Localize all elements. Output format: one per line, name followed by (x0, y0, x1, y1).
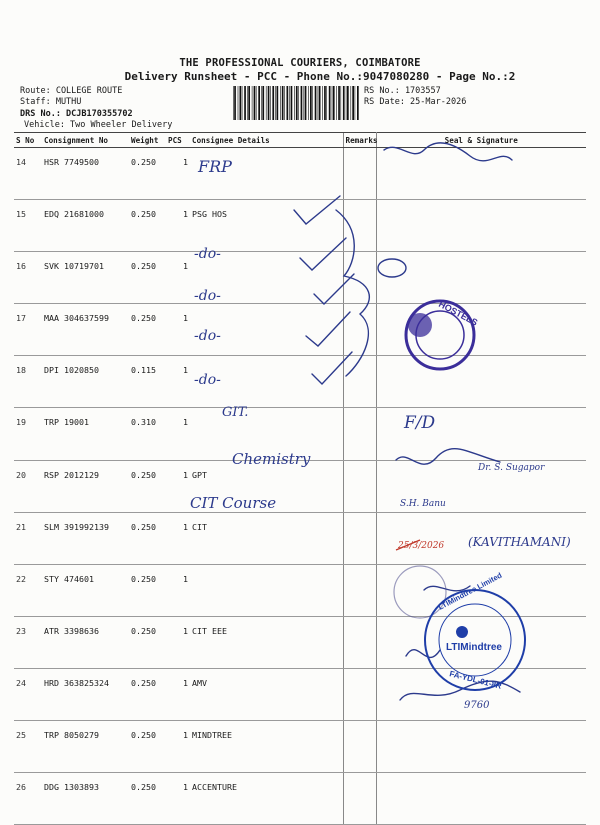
hand-chemistry: Chemistry (232, 450, 311, 468)
row-weight: 0.250 (129, 148, 166, 200)
check-mark (294, 196, 340, 224)
col-remarks: Remarks (343, 133, 376, 148)
hand-doctor-sign: Dr. S. Sugapor (478, 463, 545, 473)
row-consignment: HSR 7749500 (42, 148, 129, 200)
check-mark (300, 238, 346, 270)
hand-date: 25/3/2026 (398, 541, 445, 551)
row-pcs: 1 (166, 148, 190, 200)
row-sno: 21 (14, 512, 42, 564)
row-consignment: TRP 19001 (42, 408, 129, 460)
row-weight: 0.250 (129, 564, 166, 616)
row-consignee: ACCENTURE (190, 773, 343, 825)
bracket-brace (336, 210, 369, 376)
col-seal: Seal & Signature (376, 133, 586, 148)
hand-ditto: -do- (194, 372, 221, 388)
hand-kavithamani: (KAVITHAMANI) (468, 535, 571, 549)
ltimindtree-code: FA-YDL-01-8R (448, 669, 503, 691)
col-weight: Weight (129, 133, 166, 148)
signature-scribble (406, 650, 440, 658)
row-weight: 0.250 (129, 304, 166, 356)
row-pcs: 1 (166, 773, 190, 825)
row-consignee: MINDTREE (190, 721, 343, 773)
row-consignment: MAA 304637599 (42, 304, 129, 356)
circled-mark (378, 259, 406, 277)
col-sno: S No (14, 133, 42, 148)
hand-frp: FRP (198, 157, 232, 176)
row-consignment: TRP 8050279 (42, 721, 129, 773)
row-consignee: AMV (190, 668, 343, 720)
hand-git: GIT. (222, 405, 249, 420)
handwritten-notes (190, 157, 571, 711)
row-consignment: HRD 363825324 (42, 668, 129, 720)
row-consignee: PSG HOS (190, 200, 343, 252)
row-consignment: SLM 391992139 (42, 512, 129, 564)
row-pcs: 1 (166, 304, 190, 356)
check-mark (312, 352, 352, 384)
row-pcs: 1 (166, 460, 190, 512)
row-sno: 17 (14, 304, 42, 356)
row-sno: 19 (14, 408, 42, 460)
rs-date: RS Date: 25-Mar-2026 (364, 97, 467, 107)
row-pcs: 1 (166, 512, 190, 564)
col-consignment: Consignment No (42, 133, 129, 148)
hand-ditto: -do- (194, 328, 221, 344)
row-weight: 0.250 (129, 721, 166, 773)
vehicle-label: Vehicle: Two Wheeler Delivery (24, 120, 173, 130)
row-consignee: CIT EEE (190, 616, 343, 668)
row-weight: 0.250 (129, 460, 166, 512)
row-consignment: DDG 1303893 (42, 773, 129, 825)
col-pcs: PCS (166, 133, 190, 148)
row-weight: 0.115 (129, 356, 166, 408)
rs-number: RS No.: 1703557 (364, 86, 441, 96)
ltimindtree-brand: LTIMindtree (446, 642, 502, 653)
row-consignee: GPT (190, 460, 343, 512)
row-sno: 18 (14, 356, 42, 408)
hand-cit-course: CIT Course (190, 494, 277, 512)
ltimindtree-logo-icon (456, 626, 468, 638)
hand-number: 9760 (464, 700, 490, 711)
row-sno: 14 (14, 148, 42, 200)
col-consignee: Consignee Details (190, 133, 343, 148)
ltimindtree-stamp (425, 570, 525, 690)
ltimindtree-ring-text: LTIMindtree Limited (436, 570, 504, 612)
row-pcs: 1 (166, 721, 190, 773)
hostel-stamp (406, 299, 479, 369)
row-pcs: 1 (166, 356, 190, 408)
row-consignment: STY 474601 (42, 564, 129, 616)
hand-ditto: -do- (194, 246, 221, 262)
row-pcs: 1 (166, 616, 190, 668)
row-pcs: 1 (166, 252, 190, 304)
runsheet-title: Delivery Runsheet - PCC - Phone No.:9047080280 - Page No.:2 (124, 70, 516, 83)
signature-scribble (400, 681, 520, 700)
hostel-stamp-text: HOSTELS (437, 298, 480, 328)
staff-label: Staff: MUTHU (20, 97, 82, 107)
row-consignment: SVK 10719701 (42, 252, 129, 304)
company-name: THE PROFESSIONAL COURIERS, COIMBATORE (179, 57, 421, 69)
hand-ditto: -do- (194, 288, 221, 304)
row-weight: 0.250 (129, 668, 166, 720)
row-pcs: 1 (166, 200, 190, 252)
hand-banu: S.H. Banu (400, 499, 446, 509)
row-consignment: ATR 3398636 (42, 616, 129, 668)
row-weight: 0.250 (129, 512, 166, 564)
route-label: Route: COLLEGE ROUTE (20, 86, 123, 96)
row-consignment: EDQ 21681000 (42, 200, 129, 252)
row-sno: 20 (14, 460, 42, 512)
row-sno: 16 (14, 252, 42, 304)
row-consignment: RSP 2012129 (42, 460, 129, 512)
check-mark (314, 274, 354, 304)
row-sno: 23 (14, 616, 42, 668)
row-pcs: 1 (166, 668, 190, 720)
row-sno: 15 (14, 200, 42, 252)
row-consignment: DPI 1020850 (42, 356, 129, 408)
row-sno: 22 (14, 564, 42, 616)
row-weight: 0.250 (129, 773, 166, 825)
row-sno: 25 (14, 721, 42, 773)
signature-scribble (384, 143, 512, 161)
check-mark (306, 312, 350, 346)
row-pcs: 1 (166, 564, 190, 616)
row-sno: 24 (14, 668, 42, 720)
row-weight: 0.250 (129, 252, 166, 304)
row-weight: 0.250 (129, 616, 166, 668)
drs-number: DRS No.: DCJB170355702 (20, 109, 133, 119)
row-consignee: CIT (190, 512, 343, 564)
row-sno: 26 (14, 773, 42, 825)
row-pcs: 1 (166, 408, 190, 460)
signature-scribble (396, 449, 500, 465)
hand-fd: F/D (404, 413, 436, 433)
row-weight: 0.250 (129, 200, 166, 252)
row-weight: 0.310 (129, 408, 166, 460)
